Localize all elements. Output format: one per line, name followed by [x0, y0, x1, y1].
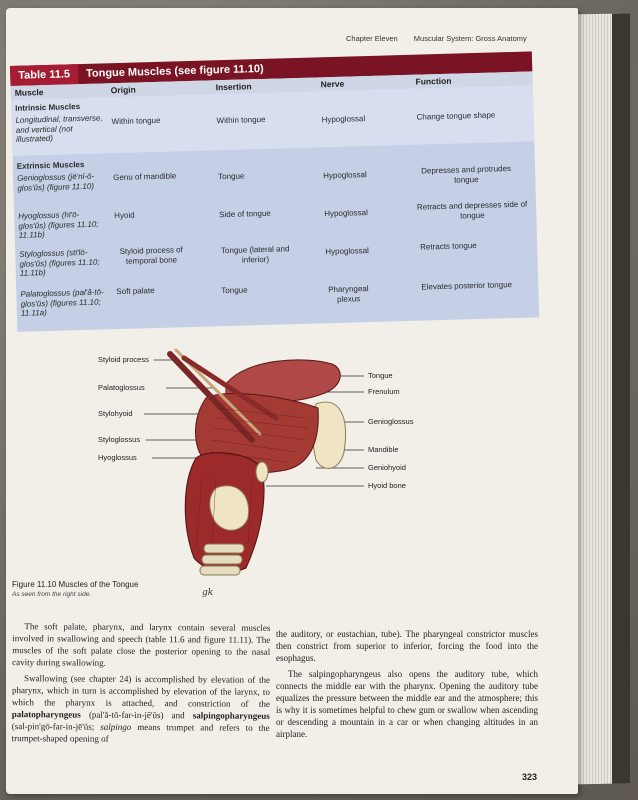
label-frenulum: Frenulum: [368, 387, 400, 396]
paragraph: Swallowing (see chapter 24) is accomplished by elevation of the pharynx, which in turn is accomplished by elevation of the larynx, to which the pharynx is attached, and constriction of the palatopharyngeus (pal'ă-tō-far-in-jē'ŭs) and salpingopharyngeus (sal-pin'gō-far-in-jē'ŭs; salpingo means trumpet and refers to the trumpet-shaped opening of: [11, 673, 271, 745]
table-cell-nerve: Hypoglossal: [325, 246, 369, 257]
table-cell-origin: Within tongue: [111, 115, 161, 127]
header-muscle: Muscle: [14, 87, 44, 98]
table-body: [11, 85, 539, 331]
label-geniohyoid: Geniohyoid: [368, 463, 406, 472]
table-cell-origin: Soft palate: [116, 286, 155, 297]
table-cell-muscle: Genioglossus (jē'nī-ō-glos'ŭs) (figure 11.10): [17, 171, 95, 193]
header-function: Function: [415, 75, 452, 87]
header-nerve: Nerve: [320, 78, 345, 90]
body-text-left-column: [12, 620, 271, 750]
table-cell-muscle: Styloglossus (stī'lō-glos'ŭs) (figures 11.10; 11.11b): [19, 247, 100, 278]
table-cell-insertion: Tongue: [221, 285, 248, 296]
table-cell-function: Retracts tongue: [420, 241, 477, 252]
label-styloid-process: Styloid process: [98, 355, 149, 364]
label-mandible: Mandible: [368, 445, 399, 454]
table-cell-muscle: Hyoglossus (hī'ō-glos'ŭs) (figures 11.10; 11.11b): [18, 210, 99, 241]
table-cell-origin: Styloid process of temporal bone: [119, 245, 183, 266]
group-label: Intrinsic Muscles: [15, 102, 81, 113]
running-head-chapter: Chapter Eleven: [346, 34, 398, 43]
table-cell-insertion: Within tongue: [216, 114, 266, 126]
label-palatoglossus: Palatoglossus: [98, 383, 145, 392]
label-tongue: Tongue: [368, 371, 393, 380]
book-page: [6, 8, 578, 794]
paragraph: The salpingopharyngeus also opens the auditory tube, which connects the middle ear with the pharynx. Opening the auditory tube equalizes the pressure between the middle ear and the atmosphere; this is why it is sometimes helpful to chew gum or swallow when ascending or descending a mountain in a car or when changing altitudes in an airplane.: [276, 669, 538, 740]
header-insertion: Insertion: [215, 81, 252, 93]
figure-caption-title: Figure 11.10 Muscles of the Tongue: [12, 580, 139, 589]
table-cell-nerve: Hypoglossal: [321, 114, 366, 125]
table-cell-insertion: Tongue (lateral and inferior): [220, 244, 290, 265]
table-cell-nerve: Hypoglossal: [323, 170, 367, 181]
label-hyoglossus: Hyoglossus: [98, 453, 137, 462]
tongue-muscles-figure: [76, 348, 496, 598]
running-head: [346, 34, 541, 43]
label-stylohyoid: Stylohyoid: [98, 409, 133, 418]
table-cell-function: Depresses and protrudes tongue: [421, 164, 512, 185]
figure-caption-subtitle: As seen from the right side.: [12, 591, 92, 598]
term-palatopharyngeus: palatopharyngeus: [11, 709, 81, 720]
paragraph: the auditory, or eustachian, tube). The pharyngeal constrictor muscles then constrict from superior to inferior, forcing the food into the esophagus.: [276, 629, 538, 664]
table-cell-function: Change tongue shape: [416, 110, 496, 122]
header-origin: Origin: [110, 84, 136, 96]
table-cell-origin: Genu of mandible: [113, 171, 177, 183]
table-cell-insertion: Tongue: [218, 171, 245, 182]
table-cell-muscle: Longitudinal, transverse, and vertical (not illustrated): [15, 113, 103, 145]
table-cell-origin: Hyoid: [114, 210, 135, 221]
artist-signature: gk: [202, 588, 214, 598]
table-cell-function: Elevates posterior tongue: [421, 280, 513, 292]
tongue-muscles-table: [10, 51, 539, 333]
table-title: Tongue Muscles (see figure 11.10): [85, 62, 264, 80]
term-salpingopharyngeus: salpingopharyngeus: [192, 710, 270, 722]
body-text-right-column: [276, 628, 538, 744]
table-cell-nerve: Hypoglossal: [324, 208, 368, 219]
group-label: Extrinsic Muscles: [16, 159, 85, 171]
running-head-title: Muscular System: Gross Anatomy: [413, 34, 527, 43]
table-cell-function: Retracts and depresses side of tongue: [416, 199, 528, 221]
label-styloglossus: Styloglossus: [98, 435, 141, 444]
table-number: Table 11.5: [10, 64, 78, 86]
table-cell-insertion: Side of tongue: [219, 208, 271, 220]
page-number: 323: [522, 772, 538, 782]
table-cell-nerve: Pharyngeal plexus: [327, 284, 369, 304]
paragraph: The soft palate, pharynx, and larynx contain several muscles involved in swallowing and speech (table 11.6 and figure 11.11). The muscles of the soft palate close the posterior opening to the nasal cavity during swallowing.: [12, 621, 271, 668]
label-genioglossus: Genioglossus: [368, 417, 414, 426]
table-cell-muscle: Palatoglossus (pal'ă-tō-glos'ŭs) (figures 11.10; 11.11a): [20, 287, 104, 318]
label-hyoid-bone: Hyoid bone: [368, 481, 406, 490]
